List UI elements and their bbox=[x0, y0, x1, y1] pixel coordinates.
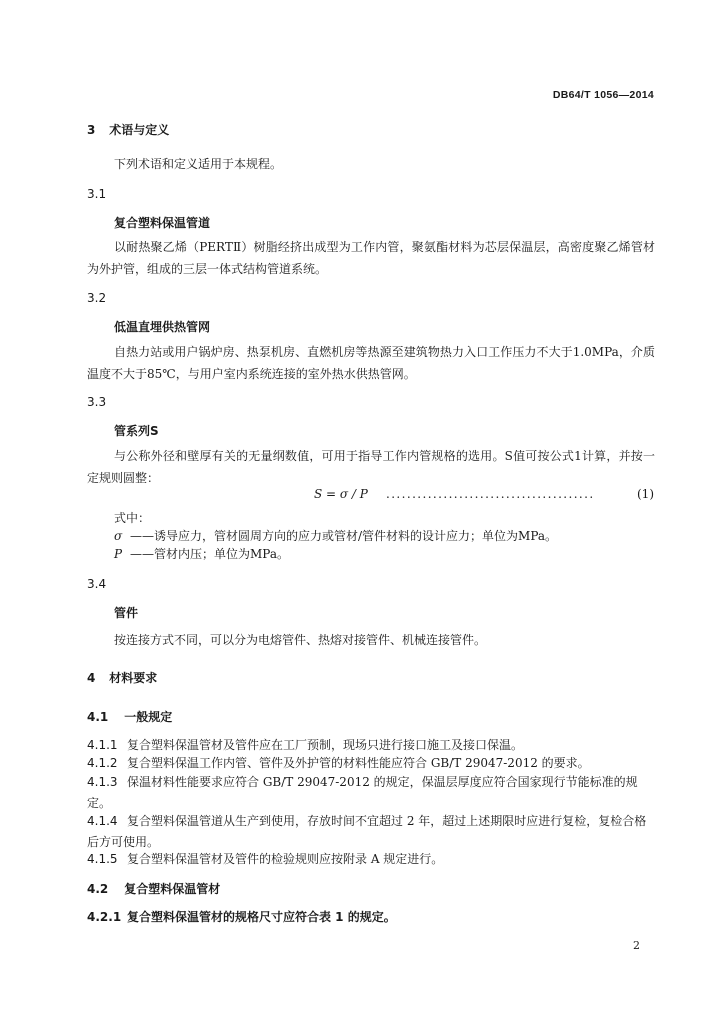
clause-4-1-3-text: 保温材料性能要求应符合 GB/T 29047-2012 的规定，保温层厚度应符合国家现行节能标准的规定。 bbox=[87, 775, 638, 810]
formula-leader-dots: ........................................ bbox=[386, 487, 595, 501]
clause-4-1-2-text: 复合塑料保温工作内管、管件及外护管的材料性能应符合 GB/T 29047-2012 的要求。 bbox=[127, 756, 590, 770]
section-4-heading bbox=[87, 669, 157, 686]
term-3-3-title: 管系列S bbox=[114, 424, 159, 438]
section-3-heading bbox=[87, 121, 169, 138]
term-3-4-definition: 按连接方式不同，可以分为电熔管件、热熔对接管件、机械连接管件。 bbox=[114, 633, 487, 647]
term-3-1-definition: 以耐热聚乙烯（PERTⅡ）树脂经挤出成型为工作内管，聚氨酯材料为芯层保温层，高密度聚乙烯管材为外护管，组成的三层一体式结构管道系统。 bbox=[87, 240, 655, 276]
clause-4-1-3-number: 4.1.3 bbox=[87, 775, 118, 789]
clause-4-2-1 bbox=[87, 908, 396, 925]
document-id: DB64/T 1056—2014 bbox=[552, 89, 654, 101]
subsection-4-2-number: 4.2 bbox=[87, 882, 109, 896]
clause-4-1-5-number: 4.1.5 bbox=[87, 852, 118, 866]
term-3-3-definition: 与公称外径和壁厚有关的无量纲数值，可用于指导工作内管规格的选用。S值可按公式1计算，并按一定规则圆整： bbox=[87, 449, 655, 485]
formula-where-label: 式中： bbox=[114, 511, 151, 525]
formula-number: (1) bbox=[637, 487, 654, 501]
clause-4-1-5-text: 复合塑料保温管材及管件的检验规则应按附录 A 规定进行。 bbox=[127, 852, 444, 866]
clause-4-2-1-text: 复合塑料保温管材的规格尺寸应符合表 1 的规定。 bbox=[127, 910, 396, 924]
page-number: 2 bbox=[633, 939, 640, 952]
term-3-4-number: 3.4 bbox=[87, 577, 107, 591]
clause-4-1-4-text: 复合塑料保温管道从生产到使用，存放时间不宜超过 2 年，超过上述期限时应进行复检，复检合格后方可使用。 bbox=[87, 814, 647, 849]
term-3-1-number: 3.1 bbox=[87, 187, 107, 201]
clause-4-1-5 bbox=[87, 850, 443, 867]
clause-4-1-2-number: 4.1.2 bbox=[87, 756, 118, 770]
subsection-4-1-title: 一般规定 bbox=[124, 710, 173, 724]
section-4-title: 材料要求 bbox=[109, 671, 158, 685]
subsection-4-1-number: 4.1 bbox=[87, 710, 109, 724]
clause-4-1-4 bbox=[87, 811, 655, 853]
term-3-3-number: 3.3 bbox=[87, 395, 107, 409]
clause-4-1-4-number: 4.1.4 bbox=[87, 814, 118, 828]
section-3-number: 3 bbox=[87, 123, 96, 137]
clause-4-1-3 bbox=[87, 772, 655, 814]
clause-4-1-1-text: 复合塑料保温管材及管件应在工厂预制，现场只进行接口施工及接口保温。 bbox=[127, 738, 524, 752]
symbol-p: P bbox=[114, 547, 123, 561]
section-3-title: 术语与定义 bbox=[109, 123, 170, 137]
term-3-1-title: 复合塑料保温管道 bbox=[114, 216, 211, 230]
term-3-2-number: 3.2 bbox=[87, 291, 107, 305]
term-3-2-title: 低温直埋供热管网 bbox=[114, 320, 211, 334]
subsection-4-1-heading bbox=[87, 708, 172, 725]
formula-row bbox=[314, 487, 654, 501]
clause-4-1-2 bbox=[87, 754, 590, 771]
symbol-p-line bbox=[114, 545, 289, 562]
symbol-sigma-description: ——诱导应力，管材圆周方向的应力或管材/管件材料的设计应力；单位为MPa。 bbox=[130, 529, 558, 543]
section-4-number: 4 bbox=[87, 671, 96, 685]
subsection-4-2-title: 复合塑料保温管材 bbox=[124, 882, 221, 896]
symbol-sigma: σ bbox=[114, 529, 123, 543]
symbol-p-description: ——管材内压；单位为MPa。 bbox=[130, 547, 289, 561]
symbol-sigma-line bbox=[114, 527, 557, 544]
term-3-4-title: 管件 bbox=[114, 606, 139, 620]
clause-4-1-1 bbox=[87, 736, 523, 753]
section-3-intro: 下列术语和定义适用于本规程。 bbox=[114, 157, 283, 171]
clause-4-2-1-number: 4.2.1 bbox=[87, 910, 122, 924]
subsection-4-2-heading bbox=[87, 880, 220, 897]
clause-4-1-1-number: 4.1.1 bbox=[87, 738, 118, 752]
formula: S = σ / P bbox=[314, 487, 368, 501]
term-3-2-definition: 自热力站或用户锅炉房、热泵机房、直燃机房等热源至建筑物热力入口工作压力不大于1.0MPa，介质温度不大于85℃，与用户室内系统连接的室外热水供热管网。 bbox=[87, 345, 655, 381]
